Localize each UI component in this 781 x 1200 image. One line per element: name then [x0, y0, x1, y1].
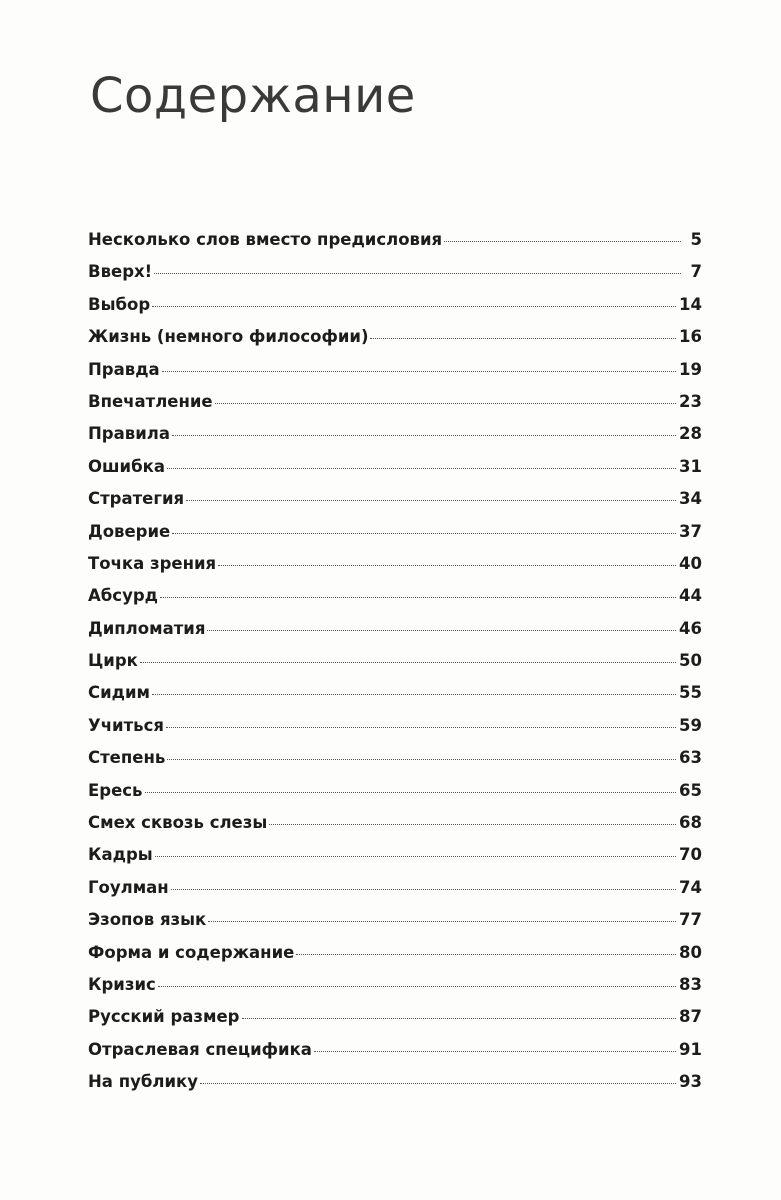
toc-entry-title: Эзопов язык: [88, 910, 207, 930]
toc-entry-title: Ересь: [88, 780, 143, 800]
toc-entry[interactable]: [88, 554, 702, 586]
toc-entry[interactable]: [88, 813, 702, 845]
toc-entry-page: 91: [679, 1039, 702, 1059]
toc-entry[interactable]: [88, 1007, 702, 1039]
toc-entry-page: 83: [679, 974, 702, 994]
toc-entry[interactable]: [88, 1040, 702, 1072]
toc-entry[interactable]: [88, 619, 702, 651]
toc-entry-title: Точка зрения: [88, 553, 217, 573]
dot-leader: [314, 1051, 676, 1052]
toc-entry-page: 28: [679, 424, 702, 444]
toc-entry-page: 93: [679, 1072, 702, 1092]
toc-entry[interactable]: [88, 716, 702, 748]
page-title: Содержание: [90, 68, 416, 124]
toc-entry[interactable]: [88, 360, 702, 392]
toc-entry[interactable]: [88, 748, 702, 780]
toc-entry[interactable]: [88, 1072, 702, 1104]
toc-entry[interactable]: [88, 295, 702, 327]
toc-entry-page: 50: [679, 651, 702, 671]
toc-entry-page: 34: [679, 489, 702, 509]
toc-entry[interactable]: [88, 457, 702, 489]
toc-entry-title: Цирк: [88, 651, 138, 671]
dot-leader: [370, 338, 676, 339]
dot-leader: [167, 759, 676, 760]
toc-entry-page: 31: [679, 456, 702, 476]
dot-leader: [172, 533, 676, 534]
table-of-contents: [88, 230, 702, 1105]
toc-entry-title: Ошибка: [88, 456, 165, 476]
toc-entry-page: 77: [679, 910, 702, 930]
toc-entry-title: Жизнь (немного философии): [88, 327, 369, 347]
dot-leader: [444, 241, 681, 242]
dot-leader: [186, 500, 676, 501]
toc-entry-title: Выбор: [88, 294, 151, 314]
toc-entry-title: Кризис: [88, 974, 156, 994]
toc-entry-page: 16: [679, 327, 702, 347]
toc-entry-page: 74: [679, 877, 702, 897]
toc-entry-title: Отраслевая специфика: [88, 1039, 312, 1059]
dot-leader: [166, 727, 676, 728]
dot-leader: [162, 371, 676, 372]
toc-entry[interactable]: [88, 975, 702, 1007]
toc-entry[interactable]: [88, 424, 702, 456]
dot-leader: [172, 435, 676, 436]
dot-leader: [218, 565, 676, 566]
dot-leader: [140, 662, 676, 663]
toc-entry[interactable]: [88, 327, 702, 359]
dot-leader: [208, 921, 676, 922]
dot-leader: [145, 792, 677, 793]
toc-entry-title: Степень: [88, 748, 166, 768]
dot-leader: [155, 856, 676, 857]
toc-entry[interactable]: [88, 910, 702, 942]
toc-entry[interactable]: [88, 586, 702, 618]
toc-entry-page: 40: [679, 553, 702, 573]
dot-leader: [152, 306, 676, 307]
toc-entry[interactable]: [88, 878, 702, 910]
dot-leader: [158, 986, 676, 987]
toc-entry-title: Форма и содержание: [88, 942, 295, 962]
toc-entry-page: 5: [690, 230, 702, 249]
toc-entry-title: Кадры: [88, 845, 153, 865]
toc-entry-title: Вверх!: [88, 262, 153, 282]
toc-entry-title: Гоулман: [88, 877, 169, 897]
toc-entry-title: Несколько слов вместо предисловия: [88, 230, 443, 249]
toc-entry-title: На публику: [88, 1072, 198, 1092]
dot-leader: [154, 273, 681, 274]
toc-entry-page: 46: [679, 618, 702, 638]
toc-entry-page: 14: [679, 294, 702, 314]
toc-entry[interactable]: [88, 943, 702, 975]
toc-entry[interactable]: [88, 651, 702, 683]
dot-leader: [207, 630, 676, 631]
dot-leader: [171, 889, 676, 890]
toc-entry[interactable]: [88, 522, 702, 554]
toc-entry-title: Абсурд: [88, 586, 158, 606]
toc-entry-page: 80: [679, 942, 702, 962]
toc-entry[interactable]: [88, 230, 702, 262]
dot-leader: [242, 1018, 677, 1019]
toc-entry-page: 19: [679, 359, 702, 379]
toc-entry[interactable]: [88, 489, 702, 521]
dot-leader: [167, 468, 676, 469]
toc-entry-title: Доверие: [88, 521, 171, 541]
toc-entry-title: Дипломатия: [88, 618, 206, 638]
toc-entry-page: 37: [679, 521, 702, 541]
dot-leader: [200, 1083, 676, 1084]
toc-entry[interactable]: [88, 781, 702, 813]
toc-entry-page: 7: [690, 262, 702, 282]
toc-entry-page: 23: [679, 391, 702, 411]
toc-entry-title: Сидим: [88, 683, 151, 703]
dot-leader: [160, 597, 676, 598]
toc-entry-page: 55: [679, 683, 702, 703]
toc-entry-page: 68: [679, 813, 702, 833]
toc-entry-page: 59: [679, 715, 702, 735]
toc-entry[interactable]: [88, 262, 702, 294]
toc-entry-page: 65: [679, 780, 702, 800]
toc-entry-title: Учиться: [88, 715, 164, 735]
toc-entry-page: 44: [679, 586, 702, 606]
toc-entry-page: 63: [679, 748, 702, 768]
dot-leader: [296, 954, 676, 955]
toc-entry[interactable]: [88, 683, 702, 715]
toc-entry-title: Впечатление: [88, 391, 213, 411]
toc-entry[interactable]: [88, 392, 702, 424]
toc-entry-title: Русский размер: [88, 1007, 240, 1027]
dot-leader: [152, 694, 676, 695]
toc-entry-title: Смех сквозь слезы: [88, 813, 268, 833]
dot-leader: [215, 403, 676, 404]
toc-entry-page: 70: [679, 845, 702, 865]
toc-entry-title: Правда: [88, 359, 160, 379]
toc-entry-title: Правила: [88, 424, 170, 444]
toc-entry-title: Стратегия: [88, 489, 185, 509]
toc-entry[interactable]: [88, 845, 702, 877]
toc-entry-page: 87: [679, 1007, 702, 1027]
dot-leader: [269, 824, 676, 825]
